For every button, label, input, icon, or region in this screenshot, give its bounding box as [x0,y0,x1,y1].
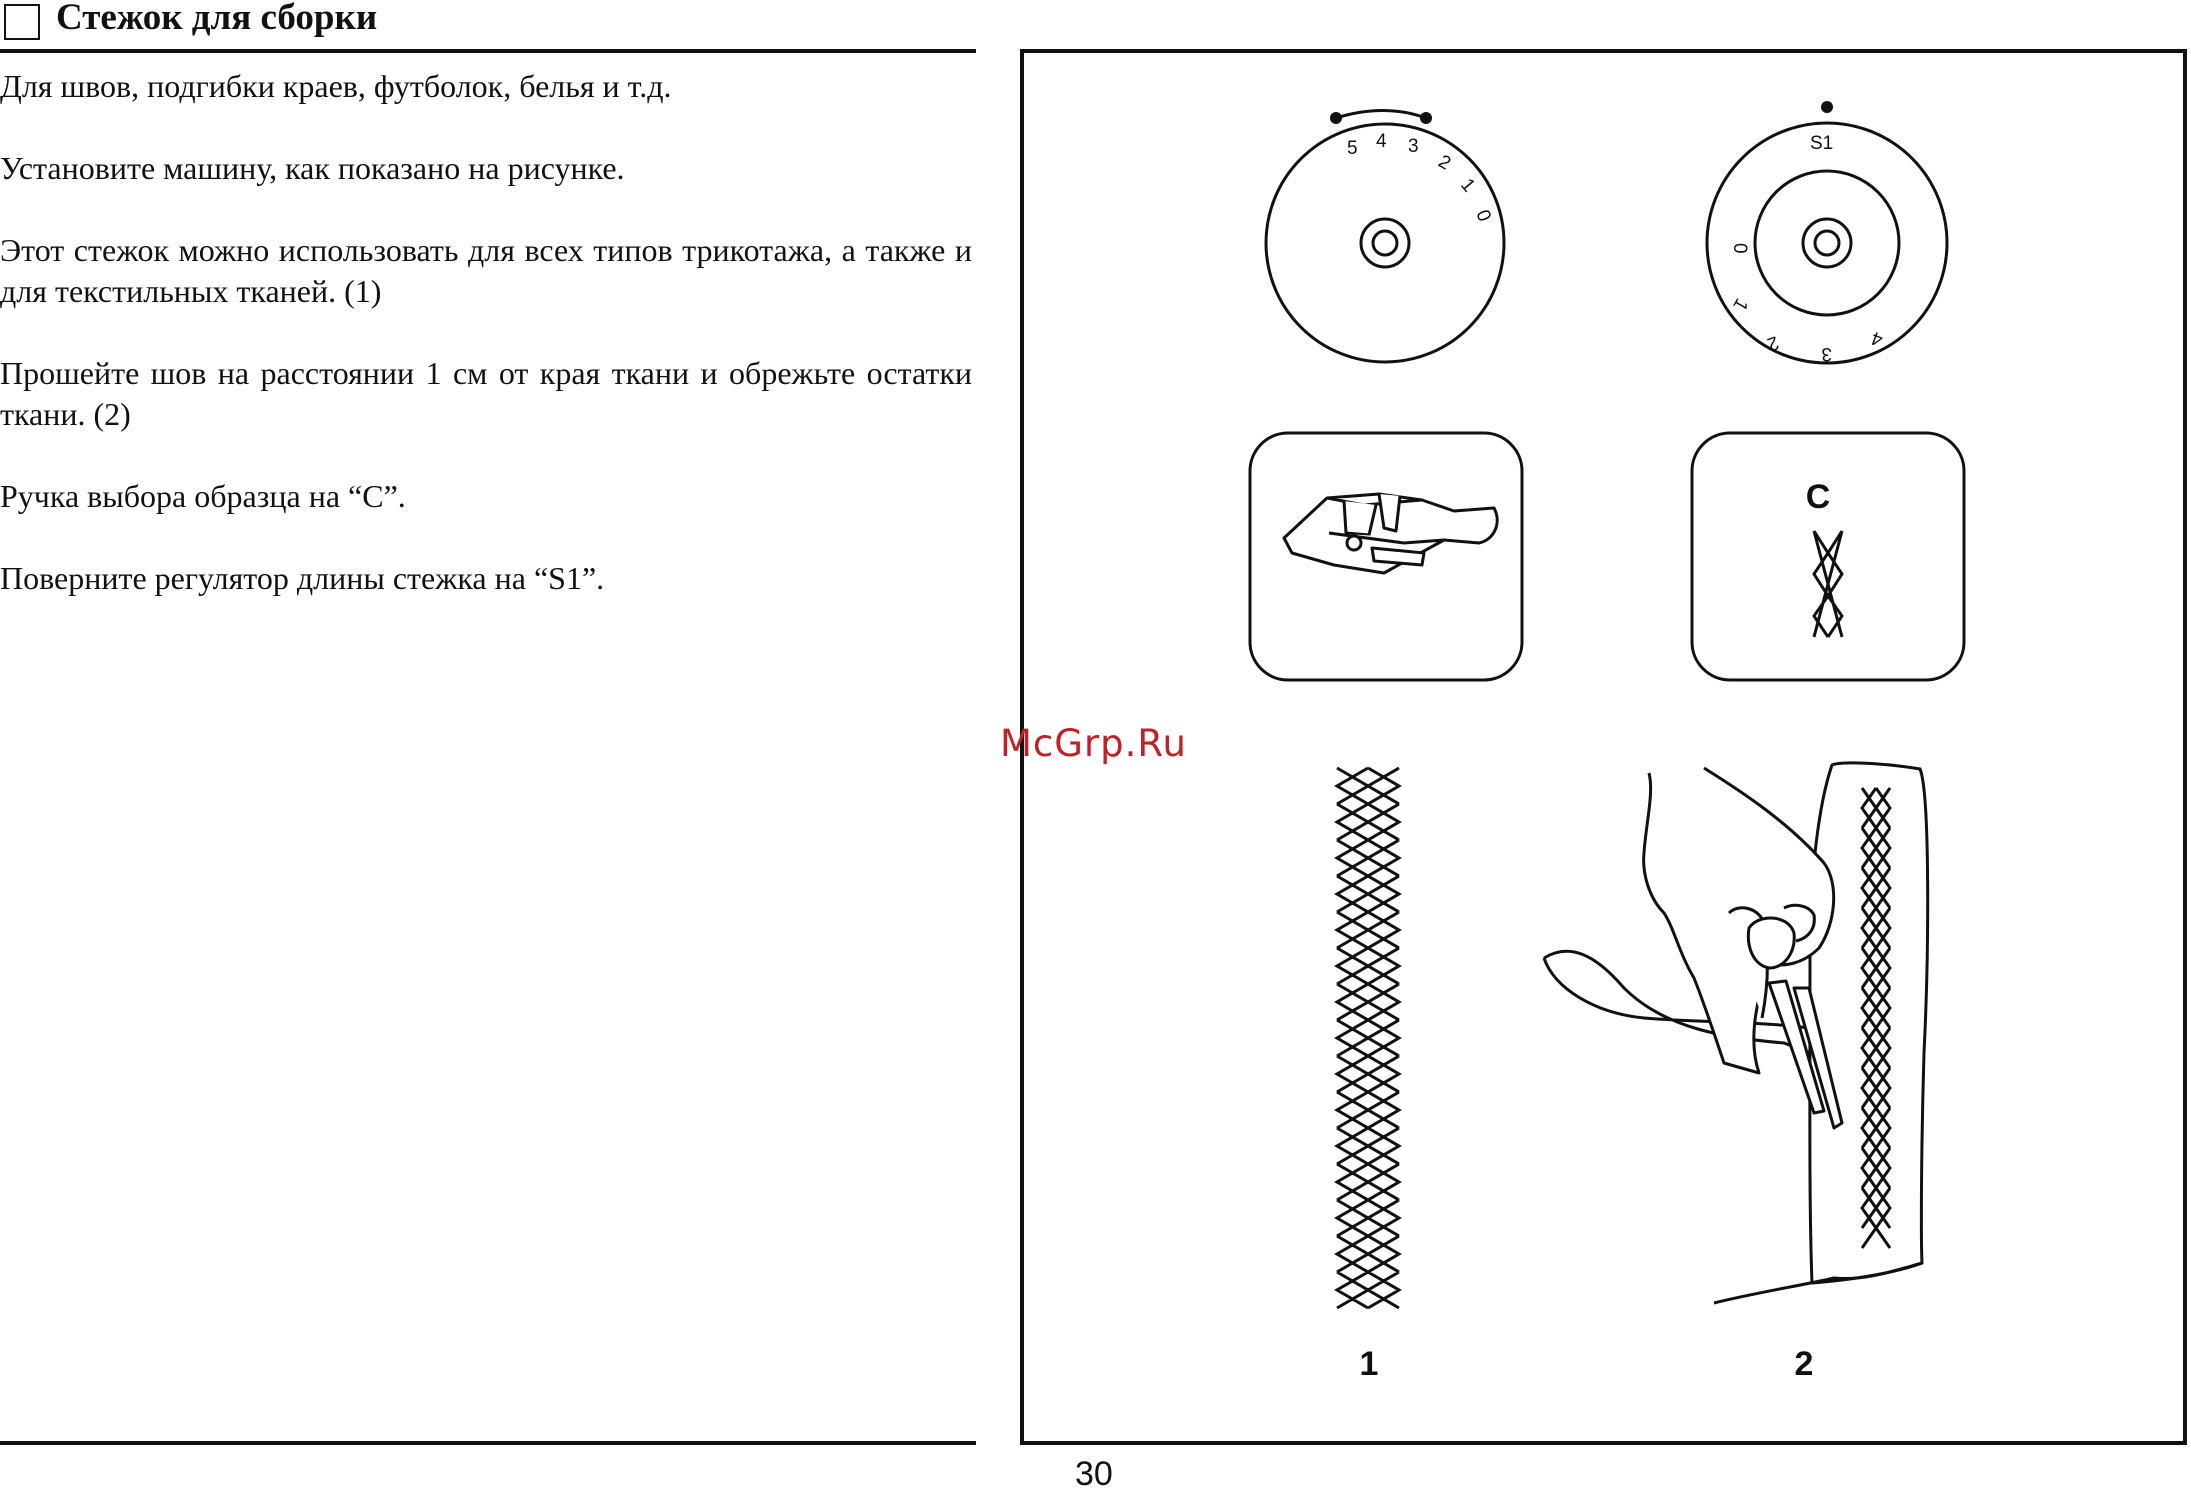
width-number-1: 1 [1456,174,1480,197]
stitch-length-dial [1707,101,1947,364]
length-number-s1: S1 [1810,133,1834,154]
width-number-0: 0 [1471,207,1495,225]
page-header [0,0,976,52]
stitch-width-dial [1266,111,1504,363]
width-number-5: 5 [1347,138,1358,159]
page-number: 30 [1075,1455,1113,1493]
figure-illustration [1024,53,2183,1441]
length-number-3: 3 [1821,343,1832,364]
page-title: Стежок для сборки [56,0,378,38]
length-number-1: 1 [1728,294,1752,315]
figure-label-2: 2 [1794,1345,1814,1383]
paragraph-seam: Прошейте шов на расстоянии 1 см от края ткани и обрежьте остатки ткани. (2) [0,355,972,432]
paragraph-uses: Для швов, подгибки краев, футболок, белья и т.д. [0,68,672,104]
paragraph-setup: Установите машину, как показано на рисунке. [0,150,625,186]
instructions-text [0,66,972,640]
length-number-0: 0 [1729,243,1750,254]
stitch-sample-figure [1337,768,1399,1383]
presser-foot-box [1250,433,1522,680]
width-number-4: 4 [1376,131,1387,152]
pattern-letter: C [1805,478,1831,516]
figure-panel [1020,49,2187,1445]
header-rule [0,49,976,53]
paragraph-pattern: Ручка выбора образца на “C”. [0,478,406,514]
paragraph-fabrics: Этот стежок можно использовать для всех типов трикотажа, а также и для текстильных тканей. (1) [0,232,972,309]
pattern-box [1692,433,1964,680]
section-checkbox[interactable] [4,4,40,40]
fabric-trimming-figure [1544,763,1928,1383]
width-number-3: 3 [1408,136,1419,157]
watermark: McGrp.Ru [1000,722,1187,765]
footer-rule [0,1441,976,1445]
width-number-2: 2 [1434,151,1455,175]
paragraph-length: Поверните регулятор длины стежка на “S1”. [0,560,605,596]
figure-label-1: 1 [1359,1345,1379,1383]
length-number-4: 4 [1868,326,1886,351]
length-number-2: 2 [1764,331,1782,355]
